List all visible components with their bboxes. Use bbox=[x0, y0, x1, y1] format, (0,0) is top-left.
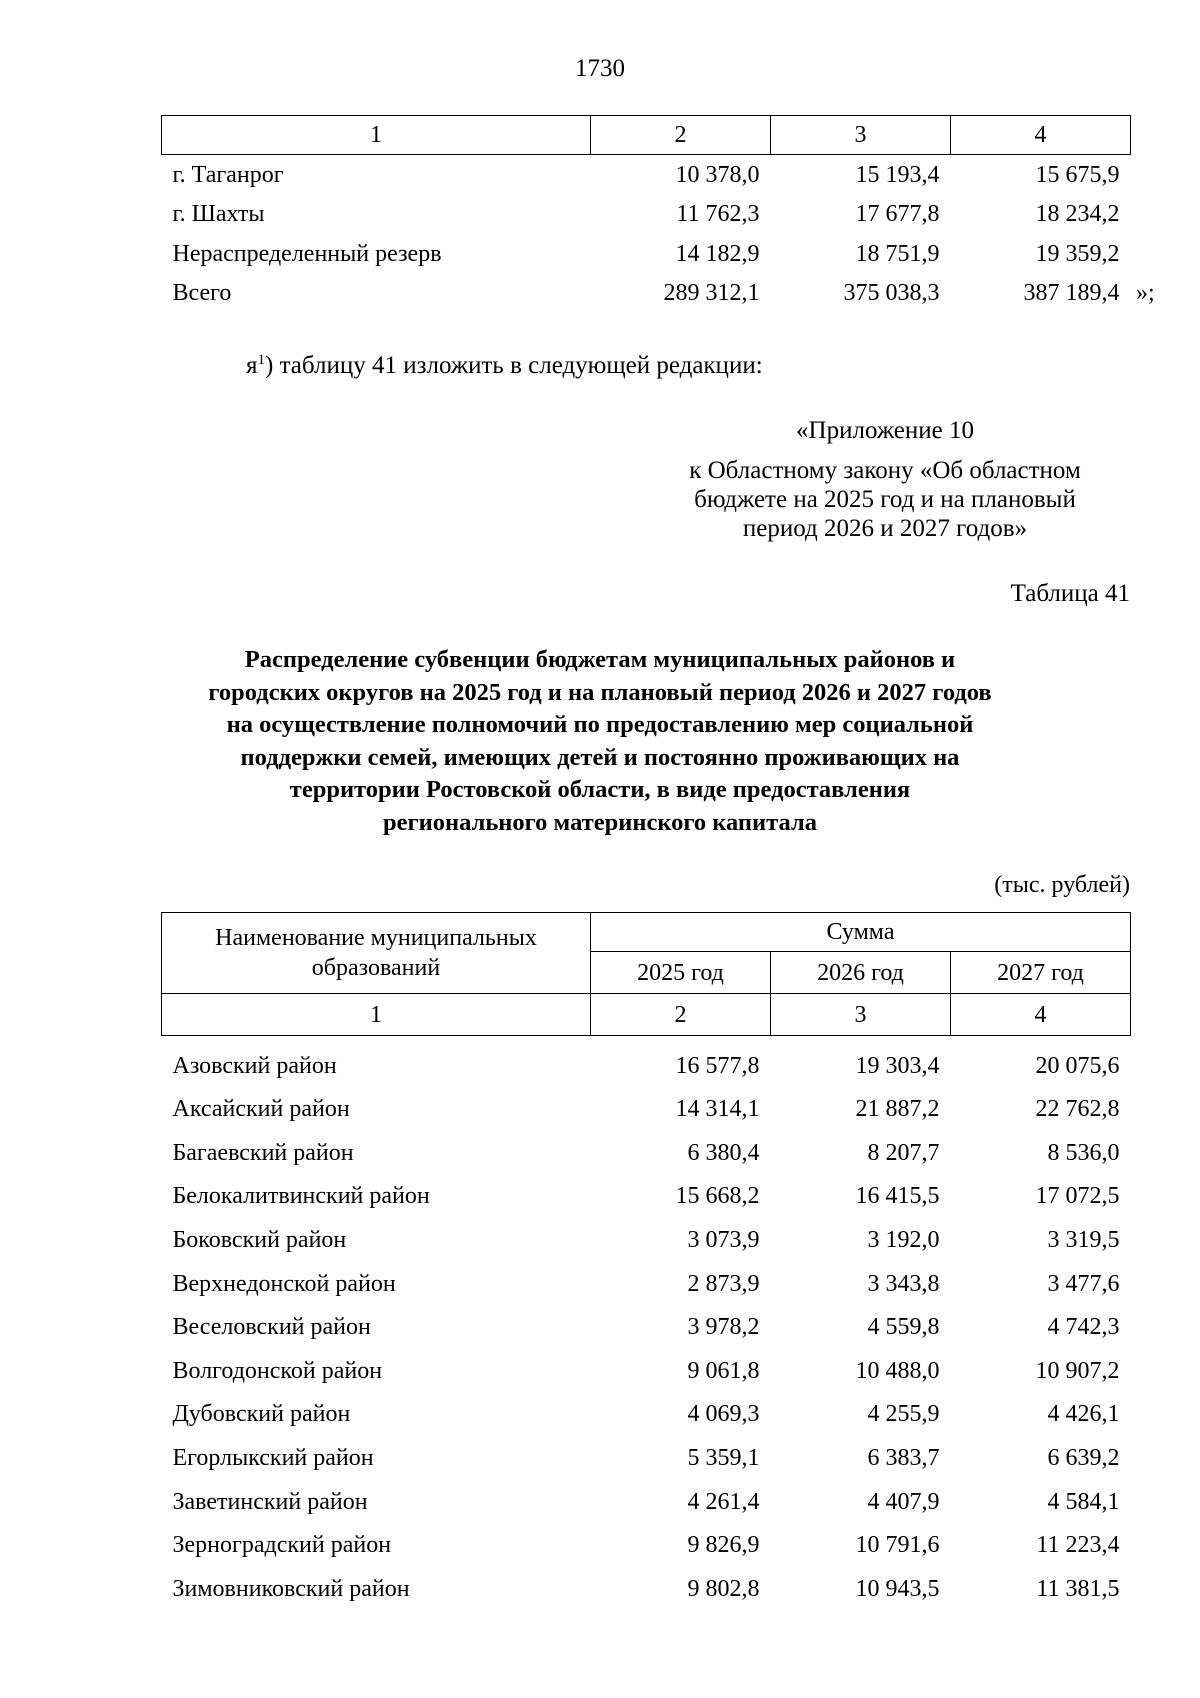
value-2026: 10 791,6 bbox=[855, 1532, 940, 1559]
header-row bbox=[162, 913, 1131, 952]
value-2025: 14 182,9 bbox=[675, 240, 760, 267]
value-2025: 9 061,8 bbox=[687, 1357, 760, 1384]
table-row bbox=[162, 1036, 1131, 1080]
heading-line: регионального материнского капитала bbox=[383, 808, 817, 836]
municipality-name: Боковский район bbox=[172, 1226, 347, 1253]
table-row bbox=[162, 155, 1131, 195]
table-row bbox=[162, 1559, 1131, 1603]
heading-line: городских округов на 2025 год и на плановый период 2026 и 2027 годов bbox=[208, 678, 992, 706]
value-2027: 17 072,5 bbox=[1035, 1183, 1120, 1210]
value-2027: 3 319,5 bbox=[1047, 1226, 1120, 1253]
value-2026: 17 677,8 bbox=[855, 201, 940, 228]
header-name-cell bbox=[162, 913, 591, 994]
table-row bbox=[162, 1080, 1131, 1124]
total-2025: 289 312,1 bbox=[663, 280, 760, 307]
value-2027: 20 075,6 bbox=[1035, 1052, 1120, 1079]
table-row bbox=[162, 1341, 1131, 1385]
value-2025: 11 762,3 bbox=[676, 201, 760, 228]
header-year: 2025 год bbox=[591, 952, 771, 994]
column-number: 3 bbox=[771, 994, 951, 1036]
table-row bbox=[162, 1167, 1131, 1211]
value-2027: 4 742,3 bbox=[1047, 1314, 1120, 1341]
table-row bbox=[162, 1298, 1131, 1342]
column-number: 4 bbox=[951, 116, 1131, 155]
table-row bbox=[162, 1254, 1131, 1298]
municipality-name: Верхнедонской район bbox=[172, 1270, 396, 1297]
table-row bbox=[162, 1428, 1131, 1472]
table-row bbox=[162, 1385, 1131, 1429]
value-2026: 21 887,2 bbox=[855, 1096, 940, 1123]
table-row bbox=[162, 1210, 1131, 1254]
annex-line: к Областному закону «Об областном bbox=[689, 457, 1081, 484]
value-2026: 8 207,7 bbox=[867, 1139, 940, 1166]
heading-line: на осуществление полномочий по предоставлению мер социальной bbox=[226, 711, 974, 738]
column-number-row bbox=[162, 116, 1131, 155]
header-name-line: Наименование муниципальных bbox=[215, 925, 537, 951]
value-2027: 11 381,5 bbox=[1036, 1575, 1120, 1602]
table-row bbox=[162, 234, 1131, 274]
value-2026: 18 751,9 bbox=[855, 240, 940, 267]
column-number: 2 bbox=[591, 994, 771, 1036]
value-2026: 6 383,7 bbox=[867, 1444, 940, 1471]
previous-table bbox=[161, 115, 1131, 313]
municipality-name: Багаевский район bbox=[172, 1139, 354, 1166]
annex-title: «Приложение 10 bbox=[796, 417, 974, 444]
annex-line: период 2026 и 2027 годов» bbox=[742, 515, 1028, 542]
table-row bbox=[162, 1123, 1131, 1167]
units-label: (тыс. рублей) bbox=[994, 872, 1130, 898]
amendment-superscript: 1 bbox=[257, 352, 265, 368]
column-number: 1 bbox=[162, 994, 591, 1036]
table-heading bbox=[150, 644, 1050, 839]
municipality-name: Веселовский район bbox=[172, 1314, 371, 1341]
value-2025: 9 826,9 bbox=[687, 1532, 760, 1559]
value-2026: 19 303,4 bbox=[855, 1052, 940, 1079]
value-2026: 10 943,5 bbox=[855, 1575, 940, 1602]
header-year: 2026 год bbox=[771, 952, 951, 994]
amendment-body: ) таблицу 41 изложить в следующей редакции: bbox=[265, 352, 763, 379]
value-2027: 4 426,1 bbox=[1047, 1401, 1120, 1428]
value-2027: 3 477,6 bbox=[1047, 1270, 1120, 1297]
closing-quote-mark: »; bbox=[1136, 280, 1155, 306]
value-2026: 15 193,4 bbox=[855, 161, 940, 188]
value-2025: 6 380,4 bbox=[687, 1139, 760, 1166]
total-2026: 375 038,3 bbox=[843, 280, 940, 307]
value-2027: 10 907,2 bbox=[1035, 1357, 1120, 1384]
value-2027: 18 234,2 bbox=[1035, 201, 1120, 228]
value-2027: 22 762,8 bbox=[1035, 1096, 1120, 1123]
value-2027: 6 639,2 bbox=[1047, 1444, 1120, 1471]
table-row bbox=[162, 1472, 1131, 1516]
value-2026: 10 488,0 bbox=[855, 1357, 940, 1384]
heading-line: территории Ростовской области, в виде предоставления bbox=[289, 776, 911, 803]
municipality-name: Белокалитвинский район bbox=[172, 1183, 430, 1210]
table-label: Таблица 41 bbox=[1010, 580, 1130, 607]
value-2025: 15 668,2 bbox=[675, 1183, 760, 1210]
column-number: 1 bbox=[162, 116, 591, 155]
amendment-text bbox=[246, 353, 763, 378]
value-2025: 16 577,8 bbox=[675, 1052, 760, 1079]
value-2025: 2 873,9 bbox=[687, 1270, 760, 1297]
value-2027: 15 675,9 bbox=[1035, 161, 1120, 188]
column-number: 3 bbox=[771, 116, 951, 155]
annex-line: бюджете на 2025 год и на плановый bbox=[694, 486, 1076, 513]
table-row bbox=[162, 195, 1131, 235]
value-2025: 14 314,1 bbox=[675, 1096, 760, 1123]
value-2027: 4 584,1 bbox=[1047, 1488, 1120, 1515]
municipality-name: Зерноградский район bbox=[172, 1532, 392, 1559]
value-2027: 19 359,2 bbox=[1035, 240, 1120, 267]
municipality-name: г. Таганрог bbox=[172, 161, 284, 188]
heading-line: поддержки семей, имеющих детей и постоянно проживающих на bbox=[240, 743, 960, 771]
value-2027: 8 536,0 bbox=[1047, 1139, 1120, 1166]
municipality-name: Волгодонской район bbox=[172, 1357, 383, 1384]
value-2026: 3 192,0 bbox=[867, 1226, 940, 1253]
municipality-name: Егорлыкский район bbox=[172, 1444, 374, 1471]
column-number: 2 bbox=[591, 116, 771, 155]
municipality-name: Аксайский район bbox=[172, 1096, 350, 1123]
table-row bbox=[162, 1516, 1131, 1560]
municipality-name: Заветинский район bbox=[172, 1488, 368, 1515]
column-number-row bbox=[162, 994, 1131, 1036]
value-2025: 4 261,4 bbox=[687, 1488, 760, 1515]
value-2025: 9 802,8 bbox=[687, 1575, 760, 1602]
total-row bbox=[162, 274, 1131, 314]
value-2026: 4 255,9 bbox=[867, 1401, 940, 1428]
page-number: 1730 bbox=[575, 55, 625, 82]
value-2025: 10 378,0 bbox=[675, 161, 760, 188]
municipality-name: г. Шахты bbox=[172, 201, 265, 228]
subvention-table bbox=[161, 912, 1131, 1603]
municipality-name: Нераспределенный резерв bbox=[172, 240, 442, 267]
heading-line: Распределение субвенции бюджетам муниципальных районов и bbox=[244, 646, 956, 673]
value-2026: 16 415,5 bbox=[855, 1183, 940, 1210]
value-2025: 3 073,9 bbox=[687, 1226, 760, 1253]
value-2027: 11 223,4 bbox=[1036, 1532, 1120, 1559]
amendment-prefix: я bbox=[246, 352, 258, 379]
value-2026: 4 407,9 bbox=[867, 1488, 940, 1515]
header-name-line: образований bbox=[311, 955, 441, 981]
value-2026: 4 559,8 bbox=[867, 1314, 940, 1341]
value-2026: 3 343,8 bbox=[867, 1270, 940, 1297]
municipality-name: Азовский район bbox=[172, 1052, 337, 1079]
value-2025: 3 978,2 bbox=[687, 1314, 760, 1341]
municipality-name: Зимовниковский район bbox=[172, 1575, 410, 1602]
value-2025: 5 359,1 bbox=[687, 1444, 760, 1471]
municipality-name: Дубовский район bbox=[172, 1401, 351, 1428]
header-sum: Сумма bbox=[591, 913, 1131, 952]
value-2025: 4 069,3 bbox=[687, 1401, 760, 1428]
total-2027: 387 189,4 bbox=[1023, 280, 1120, 307]
header-year: 2027 год bbox=[951, 952, 1131, 994]
total-label: Всего bbox=[172, 280, 232, 307]
column-number: 4 bbox=[951, 994, 1131, 1036]
